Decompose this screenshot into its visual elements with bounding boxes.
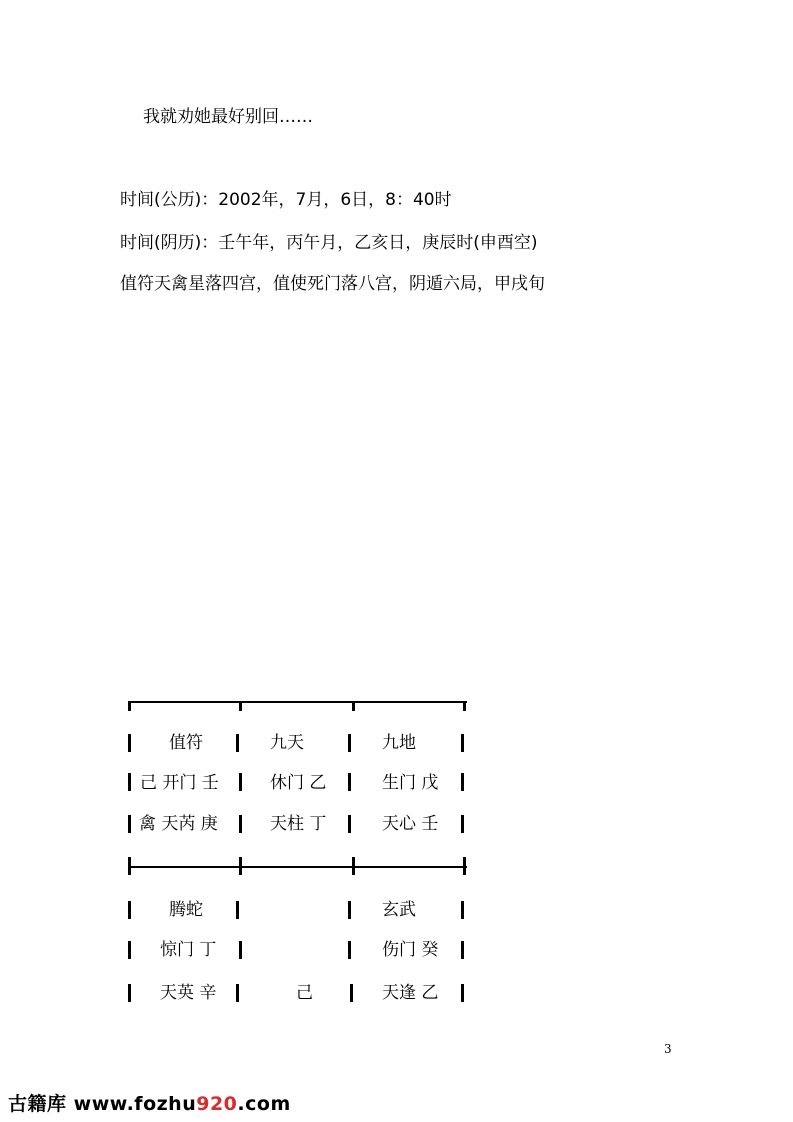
grid-bar [239, 941, 242, 959]
footer-url-suffix: .com [237, 1093, 291, 1115]
grid-bar [350, 984, 353, 1002]
text-line-chart-summary: 值符天禽星落四宫，值使死门落八宫，阴遁六局，甲戌旬 [120, 274, 545, 294]
footer-brand: 古籍库 [8, 1093, 67, 1115]
grid-tick [128, 701, 131, 711]
cell-r2-c3: 生门 戊 [382, 773, 439, 793]
text-line-1: 我就劝她最好别回…… [143, 107, 313, 127]
page-number: 3 [664, 1042, 672, 1056]
cell-r3-c1: 禽 天芮 庚 [139, 814, 218, 834]
cell-r1-c1: 值符 [169, 733, 203, 753]
cell-r5-c3: 伤门 癸 [382, 940, 439, 960]
cell-r6-c2: 己 [296, 983, 313, 1003]
cell-r5-c1: 惊门 丁 [160, 940, 217, 960]
cell-r3-c3: 天心 壬 [382, 814, 439, 834]
grid-bar [128, 773, 131, 791]
grid-bar [348, 734, 351, 752]
grid-tick [352, 701, 355, 711]
cell-r2-c1: 己 开门 壬 [140, 773, 219, 793]
grid-bar [128, 941, 131, 959]
grid-bar [461, 773, 464, 791]
grid-bar [461, 984, 464, 1002]
grid-bar [461, 815, 464, 833]
grid-bar [236, 734, 239, 752]
cell-r4-c3: 玄武 [382, 900, 416, 920]
cell-r6-c1: 天英 辛 [160, 983, 217, 1003]
grid-bar [348, 815, 351, 833]
grid-bar [128, 734, 131, 752]
grid-tick [239, 857, 242, 875]
grid-bar [236, 984, 239, 1002]
grid-bar [239, 815, 242, 833]
grid-bar [128, 984, 131, 1002]
grid-tick [239, 701, 242, 711]
grid-bar [128, 901, 131, 919]
grid-top-rule [128, 701, 467, 703]
grid-tick [463, 857, 466, 875]
cell-r4-c1: 腾蛇 [169, 900, 203, 920]
grid-middle-rule [128, 866, 467, 868]
cell-r2-c2: 休门 乙 [270, 773, 327, 793]
footer-watermark [8, 1089, 291, 1116]
footer-url-prefix: www.fozhu [73, 1093, 197, 1115]
grid-bar [128, 815, 131, 833]
grid-bar [461, 901, 464, 919]
grid-bar [236, 901, 239, 919]
grid-tick [128, 857, 131, 875]
grid-bar [348, 901, 351, 919]
text-line-lunar-time: 时间(阴历)：壬午年，丙午月，乙亥日，庚辰时(申酉空) [120, 233, 538, 253]
grid-bar [348, 941, 351, 959]
cell-r6-c3: 天逢 乙 [382, 983, 439, 1003]
cell-r1-c2: 九天 [270, 733, 304, 753]
grid-tick [352, 857, 355, 875]
cell-r3-c2: 天柱 丁 [270, 814, 327, 834]
text-line-solar-time: 时间(公历)：2002年，7月，6日，8：40时 [120, 190, 452, 210]
grid-bar [461, 941, 464, 959]
grid-bar [461, 734, 464, 752]
grid-tick [463, 701, 466, 711]
cell-r1-c3: 九地 [382, 733, 416, 753]
footer-url-number: 920 [196, 1093, 238, 1115]
grid-bar [348, 773, 351, 791]
grid-bar [239, 773, 242, 791]
